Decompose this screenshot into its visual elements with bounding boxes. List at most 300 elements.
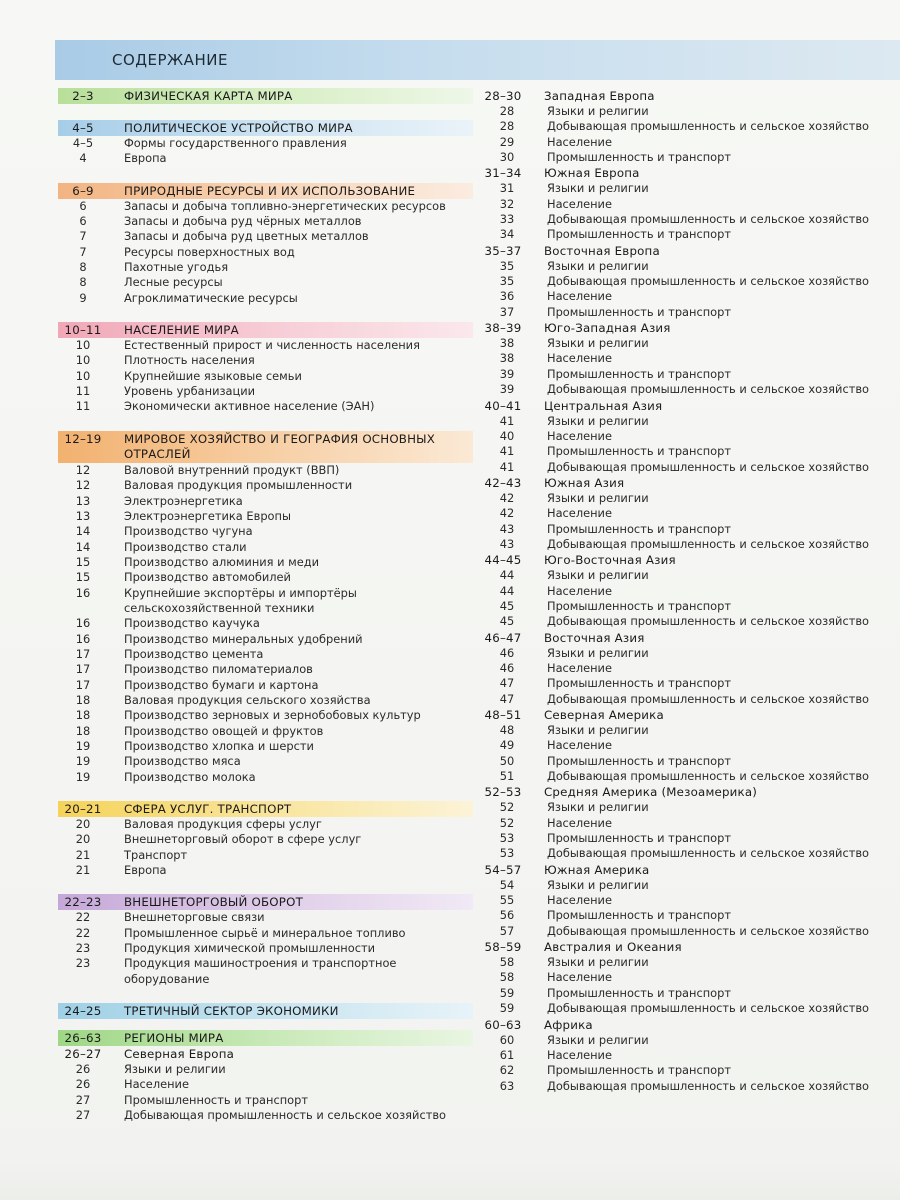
spacer	[58, 415, 473, 431]
page-number: 55	[499, 893, 515, 908]
toc-entry[interactable]	[58, 245, 473, 260]
entry-title: Население	[547, 583, 612, 598]
entry-title: РЕГИОНЫ МИРА	[124, 1031, 224, 1046]
toc-entry[interactable]	[478, 769, 898, 784]
toc-entry[interactable]	[478, 227, 898, 242]
toc-entry[interactable]	[58, 353, 473, 368]
entry-title: ТРЕТИЧНЫЙ СЕКТОР ЭКОНОМИКИ	[124, 1004, 339, 1019]
toc-entry[interactable]	[478, 568, 898, 583]
toc-entry[interactable]	[58, 136, 473, 151]
page-number: 26	[75, 1077, 91, 1092]
toc-entry[interactable]	[478, 537, 898, 552]
toc-entry[interactable]	[478, 584, 898, 599]
entry-title: Население	[124, 1077, 189, 1092]
page-number: 6–9	[72, 183, 94, 198]
entry-title: Продукция химической промышленности	[124, 941, 376, 956]
toc-entry[interactable]	[478, 970, 898, 985]
entry-title: Добывающая промышленность и сельское хозяйство	[547, 536, 870, 551]
toc-entry[interactable]	[478, 289, 898, 304]
toc-region-heading[interactable]	[478, 398, 898, 414]
page-number: 60	[499, 1032, 515, 1047]
page-number: 22	[75, 925, 91, 940]
entry-title: Население	[547, 893, 612, 908]
title-bar	[55, 40, 900, 80]
entry-title: Население	[547, 134, 612, 149]
page-number: 53	[499, 846, 515, 861]
entry-title: Северная Европа	[124, 1047, 235, 1062]
page-number: 58	[499, 955, 515, 970]
toc-region-heading[interactable]	[478, 320, 898, 336]
toc-entry[interactable]	[58, 693, 473, 708]
toc-region-heading[interactable]	[478, 784, 898, 800]
entry-title: Население	[547, 506, 612, 521]
toc-entry[interactable]	[478, 614, 898, 629]
page-number: 4	[79, 151, 87, 166]
toc-entry[interactable]	[58, 199, 473, 214]
toc-region-heading[interactable]	[478, 243, 898, 259]
page-number: 17	[75, 677, 91, 692]
toc-entry[interactable]	[478, 274, 898, 289]
entry-title: Валовая продукция промышленности	[124, 478, 353, 493]
toc-entry[interactable]	[58, 524, 473, 539]
toc-entry[interactable]	[478, 367, 898, 382]
page-number: 62	[499, 1063, 515, 1078]
page-number: 52–53	[484, 785, 522, 800]
page-number: 45	[499, 598, 515, 613]
toc-entry[interactable]	[58, 647, 473, 662]
page-number: 22	[75, 910, 91, 925]
page-number: 26–27	[64, 1047, 102, 1062]
toc-entry[interactable]	[478, 754, 898, 769]
entry-title: Уровень урбанизации	[124, 384, 256, 399]
page-number: 54–57	[484, 862, 522, 877]
page-number: 30	[499, 150, 515, 165]
toc-entry[interactable]	[478, 646, 898, 661]
entry-title: Производство хлопка и шерсти	[124, 739, 314, 753]
entry-title: Восточная Азия	[544, 630, 645, 645]
toc-region-heading[interactable]	[478, 630, 898, 646]
toc-entry[interactable]	[58, 586, 473, 617]
entry-title: Добывающая промышленность и сельское хозяйство	[547, 119, 870, 134]
toc-entry[interactable]	[478, 259, 898, 274]
toc-entry[interactable]	[58, 817, 473, 832]
page-number: 8	[79, 275, 87, 290]
entry-title: Электроэнергетика	[124, 493, 243, 508]
toc-region-heading[interactable]	[478, 552, 898, 568]
page-number: 43	[499, 521, 515, 536]
page-number: 19	[75, 769, 91, 784]
entry-title: Добывающая промышленность и сельское хозяйство	[547, 846, 870, 861]
toc-region-heading[interactable]	[478, 862, 898, 878]
entry-title: Центральная Азия	[544, 398, 663, 413]
toc-entry[interactable]	[58, 910, 473, 925]
page-number: 24–25	[64, 1004, 102, 1019]
entry-title: Промышленность и транспорт	[547, 150, 732, 165]
toc-entry[interactable]	[58, 570, 473, 585]
toc-entry[interactable]	[58, 678, 473, 693]
entry-title: Юго-Западная Азия	[544, 321, 671, 336]
toc-entry[interactable]	[58, 494, 473, 509]
toc-region-heading[interactable]	[478, 165, 898, 181]
entry-title: Южная Европа	[544, 166, 640, 181]
entry-title: Плотность населения	[124, 353, 255, 368]
page-number: 59	[499, 985, 515, 1000]
page-number: 18	[75, 708, 91, 723]
toc-entry[interactable]	[478, 119, 898, 134]
toc-entry[interactable]	[58, 151, 473, 166]
entry-title: Экономически активное население (ЭАН)	[124, 399, 375, 414]
toc-entry[interactable]	[58, 739, 473, 754]
page-number: 27	[75, 1092, 91, 1107]
page-number: 39	[499, 382, 515, 397]
page-number: 4–5	[72, 136, 94, 150]
toc-entry[interactable]	[58, 616, 473, 631]
toc-region-heading[interactable]	[478, 939, 898, 955]
toc-entry[interactable]	[478, 506, 898, 521]
entry-title: Промышленность и транспорт	[547, 1063, 732, 1078]
page-number: 41	[499, 459, 515, 474]
toc-entry[interactable]	[478, 212, 898, 227]
page-number: 31–34	[484, 166, 522, 181]
page-number: 23	[75, 941, 91, 956]
toc-entry[interactable]	[58, 384, 473, 399]
toc-region-heading[interactable]	[58, 1046, 473, 1062]
toc-entry[interactable]	[478, 908, 898, 923]
page-number: 48–51	[484, 708, 522, 722]
entry-title: Население	[547, 428, 612, 443]
entry-title: Западная Европа	[544, 89, 655, 103]
entry-title: Языки и религии	[547, 413, 649, 428]
toc-entry[interactable]	[58, 275, 473, 290]
toc-region-heading[interactable]	[478, 1017, 898, 1033]
entry-title: Запасы и добыча топливно-энергетических ресурсов	[124, 198, 446, 213]
page-number: 17	[75, 646, 91, 661]
toc-entry[interactable]	[478, 800, 898, 815]
entry-title: Языки и религии	[124, 1062, 226, 1077]
entry-title: Промышленность и транспорт	[547, 366, 732, 381]
toc-entry[interactable]	[478, 1001, 898, 1016]
entry-title: Производство чугуна	[124, 524, 253, 539]
toc-section-heading[interactable]	[58, 1030, 473, 1046]
toc-entry[interactable]	[478, 460, 898, 475]
entry-title: Южная Азия	[544, 475, 625, 490]
entry-title: Население	[547, 351, 612, 366]
entry-title: Промышленность и транспорт	[547, 521, 732, 536]
spacer	[58, 1019, 473, 1030]
page-number: 28	[499, 104, 515, 118]
toc-section-heading[interactable]	[58, 322, 473, 338]
page-number: 2–3	[72, 89, 94, 103]
page-number: 19	[75, 754, 91, 769]
page-number: 58–59	[484, 940, 522, 955]
toc-entry[interactable]	[58, 863, 473, 878]
entry-title: Европа	[124, 863, 167, 878]
toc-entry[interactable]	[58, 926, 473, 941]
page-number: 26–63	[64, 1031, 102, 1046]
page-number: 29	[499, 134, 515, 149]
page-number: 20	[75, 832, 91, 847]
toc-entry[interactable]	[478, 893, 898, 908]
toc-entry[interactable]	[58, 1093, 473, 1108]
toc-entry[interactable]	[58, 832, 473, 847]
entry-title: Добывающая промышленность и сельское хозяйство	[547, 274, 870, 289]
entry-title: ПРИРОДНЫЕ РЕСУРСЫ И ИХ ИСПОЛЬЗОВАНИЕ	[124, 183, 416, 198]
page-number: 16	[75, 616, 91, 631]
page-number: 21	[75, 847, 91, 862]
page-number: 15	[75, 570, 91, 585]
toc-entry[interactable]	[478, 599, 898, 614]
page-number: 53	[499, 831, 515, 846]
page-number: 48	[499, 723, 515, 737]
entry-title: Добывающая промышленность и сельское хозяйство	[547, 691, 870, 706]
page-number: 21	[75, 863, 91, 878]
toc-column-left	[58, 88, 473, 1124]
spacer	[58, 987, 473, 1003]
entry-title: Добывающая промышленность и сельское хозяйство	[124, 1108, 447, 1123]
page-number: 42	[499, 490, 515, 505]
toc-entry[interactable]	[58, 724, 473, 739]
toc-column-right	[478, 88, 898, 1094]
toc-entry[interactable]	[58, 555, 473, 570]
page-number: 38	[499, 336, 515, 351]
entry-title: Естественный прирост и численность населения	[124, 338, 420, 353]
entry-title: Добывающая промышленность и сельское хозяйство	[547, 212, 870, 227]
entry-title: Электроэнергетика Европы	[124, 508, 291, 523]
page-number: 12	[75, 462, 91, 477]
entry-title: Языки и религии	[547, 181, 649, 196]
toc-entry[interactable]	[478, 692, 898, 707]
entry-title: Языки и религии	[547, 336, 649, 351]
page-number: 61	[499, 1047, 515, 1062]
entry-title: Южная Америка	[544, 862, 650, 877]
entry-title: Производство каучука	[124, 616, 260, 631]
page-number: 13	[75, 508, 91, 523]
spacer	[58, 104, 473, 120]
toc-entry[interactable]	[478, 414, 898, 429]
toc-entry[interactable]	[478, 816, 898, 831]
entry-title: Добывающая промышленность и сельское хозяйство	[547, 923, 870, 938]
entry-title: ФИЗИЧЕСКАЯ КАРТА МИРА	[124, 89, 293, 103]
entry-title: Население	[547, 970, 612, 985]
page-number: 59	[499, 1001, 515, 1016]
page-number: 47	[499, 691, 515, 706]
page-number: 38–39	[484, 321, 522, 336]
page-number: 47	[499, 676, 515, 691]
entry-title: Производство пиломатериалов	[124, 662, 313, 677]
toc-entry[interactable]	[58, 509, 473, 524]
toc-entry[interactable]	[58, 632, 473, 647]
toc-entry[interactable]	[58, 662, 473, 677]
page-number: 7	[79, 229, 87, 244]
toc-entry[interactable]	[478, 723, 898, 738]
page-number: 42	[499, 506, 515, 521]
page-number: 44	[499, 568, 515, 583]
entry-title: Лесные ресурсы	[124, 275, 223, 290]
entry-title: Население	[547, 660, 612, 675]
entry-title: Производство цемента	[124, 646, 264, 661]
toc-entry[interactable]	[58, 1108, 473, 1123]
entry-title: Производство бумаги и картона	[124, 677, 319, 692]
page-number: 46–47	[484, 630, 522, 645]
page-number: 10–11	[64, 323, 102, 338]
page-number: 52	[499, 815, 515, 830]
toc-entry[interactable]	[478, 491, 898, 506]
page-number: 28	[499, 119, 515, 134]
entry-title: Крупнейшие языковые семьи	[124, 368, 302, 383]
entry-title: Производство стали	[124, 539, 247, 554]
entry-title: Население	[547, 815, 612, 830]
toc-entry[interactable]	[478, 1063, 898, 1078]
toc-section-heading[interactable]	[58, 1003, 473, 1019]
toc-entry[interactable]	[478, 738, 898, 753]
toc-section-heading[interactable]	[58, 120, 473, 136]
toc-entry[interactable]	[58, 260, 473, 275]
toc-entry[interactable]	[478, 150, 898, 165]
page-number: 49	[499, 738, 515, 753]
toc-region-heading[interactable]	[478, 88, 898, 104]
page-number: 22–23	[64, 895, 102, 910]
page-number: 26	[75, 1062, 91, 1077]
entry-title: Африка	[544, 1017, 593, 1032]
entry-title: Запасы и добыча руд чёрных металлов	[124, 214, 362, 229]
toc-entry[interactable]	[58, 956, 473, 987]
entry-title: Языки и религии	[547, 104, 649, 118]
entry-title: Языки и религии	[547, 955, 649, 970]
entry-title: Формы государственного правления	[124, 136, 347, 150]
toc-entry[interactable]	[478, 135, 898, 150]
toc-region-heading[interactable]	[478, 707, 898, 723]
toc-entry[interactable]	[478, 878, 898, 893]
toc-entry[interactable]	[478, 924, 898, 939]
entry-title: Северная Америка	[544, 708, 664, 722]
toc-entry[interactable]	[478, 661, 898, 676]
entry-title: Добывающая промышленность и сельское хозяйство	[547, 769, 870, 784]
entry-title: Языки и религии	[547, 723, 649, 737]
toc-entry[interactable]	[58, 214, 473, 229]
toc-entry[interactable]	[58, 399, 473, 414]
entry-title: Запасы и добыча руд цветных металлов	[124, 229, 369, 244]
toc-section-heading[interactable]	[58, 894, 473, 910]
entry-title: Добывающая промышленность и сельское хозяйство	[547, 1001, 870, 1016]
toc-entry[interactable]	[478, 336, 898, 351]
toc-entry[interactable]	[478, 676, 898, 691]
toc-region-heading[interactable]	[478, 475, 898, 491]
toc-entry[interactable]	[58, 1062, 473, 1077]
page-shadow	[0, 1160, 900, 1200]
page-number: 56	[499, 908, 515, 923]
page-number: 38	[499, 351, 515, 366]
toc-section-heading[interactable]	[58, 88, 473, 104]
page-title: СОДЕРЖАНИЕ	[112, 51, 228, 69]
page-number: 12–19	[64, 431, 102, 446]
toc-entry[interactable]	[478, 181, 898, 196]
page-number: 31	[499, 181, 515, 196]
toc-entry[interactable]	[478, 846, 898, 861]
toc-entry[interactable]	[58, 229, 473, 244]
toc-entry[interactable]	[478, 1079, 898, 1094]
toc-section-heading[interactable]	[58, 801, 473, 817]
entry-title: Продукция машиностроения и транспортное оборудование	[124, 956, 397, 986]
toc-entry[interactable]	[58, 338, 473, 353]
page-number: 17	[75, 662, 91, 677]
page-number: 42–43	[484, 475, 522, 490]
toc-entry[interactable]	[478, 197, 898, 212]
toc-entry[interactable]	[58, 941, 473, 956]
toc-entry[interactable]	[478, 955, 898, 970]
toc-entry[interactable]	[58, 770, 473, 785]
entry-title: Промышленность и транспорт	[547, 985, 732, 1000]
toc-entry[interactable]	[58, 540, 473, 555]
toc-entry[interactable]	[478, 1048, 898, 1063]
toc-entry[interactable]	[58, 1077, 473, 1092]
entry-title: Промышленность и транспорт	[547, 831, 732, 846]
page-number: 6	[79, 214, 87, 229]
toc-entry[interactable]	[58, 754, 473, 769]
toc-entry[interactable]	[58, 291, 473, 306]
page-number: 23	[75, 956, 91, 971]
page-number: 46	[499, 660, 515, 675]
toc-entry[interactable]	[478, 831, 898, 846]
toc-entry[interactable]	[478, 104, 898, 119]
toc-entry[interactable]	[478, 382, 898, 397]
entry-title: Пахотные угодья	[124, 260, 229, 275]
page-number: 40–41	[484, 398, 522, 413]
page-number: 14	[75, 524, 91, 539]
page-number: 6	[79, 198, 87, 213]
toc-section-heading[interactable]	[58, 183, 473, 199]
entry-title: Европа	[124, 151, 167, 166]
entry-title: Промышленность и транспорт	[547, 598, 732, 613]
page-number: 20	[75, 817, 91, 832]
toc-entry[interactable]	[58, 708, 473, 723]
entry-title: Валовой внутренний продукт (ВВП)	[124, 462, 340, 477]
page-number: 28–30	[484, 89, 522, 103]
entry-title: Промышленность и транспорт	[547, 676, 732, 691]
page-number: 35	[499, 258, 515, 273]
page-number: 54	[499, 877, 515, 892]
page-number: 16	[75, 631, 91, 646]
entry-title: Транспорт	[124, 847, 188, 862]
entry-title: Производство зерновых и зернобобовых культур	[124, 708, 421, 723]
toc-entry[interactable]	[58, 463, 473, 478]
entry-title: СФЕРА УСЛУГ. ТРАНСПОРТ	[124, 802, 292, 817]
page-number: 43	[499, 536, 515, 551]
toc-entry[interactable]	[478, 986, 898, 1001]
page-number: 20–21	[64, 802, 102, 817]
entry-title: Языки и религии	[547, 258, 649, 273]
toc-entry[interactable]	[478, 522, 898, 537]
entry-title: Валовая продукция сельского хозяйства	[124, 692, 371, 707]
toc-section-heading[interactable]	[58, 431, 473, 463]
entry-title: ПОЛИТИЧЕСКОЕ УСТРОЙСТВО МИРА	[124, 121, 353, 135]
page-number: 7	[79, 244, 87, 259]
toc-entry[interactable]	[478, 444, 898, 459]
entry-title: Юго-Восточная Азия	[544, 553, 676, 568]
entry-title: Языки и религии	[547, 877, 649, 892]
page-number: 8	[79, 260, 87, 275]
toc-entry[interactable]	[58, 848, 473, 863]
toc-entry[interactable]	[58, 478, 473, 493]
toc-entry[interactable]	[478, 351, 898, 366]
entry-title: Производство алюминия и меди	[124, 554, 320, 569]
toc-entry[interactable]	[478, 305, 898, 320]
toc-entry[interactable]	[478, 429, 898, 444]
page-number: 11	[75, 399, 91, 414]
page-number: 10	[75, 353, 91, 368]
toc-entry[interactable]	[478, 1033, 898, 1048]
toc-entry[interactable]	[58, 369, 473, 384]
page-number: 10	[75, 368, 91, 383]
